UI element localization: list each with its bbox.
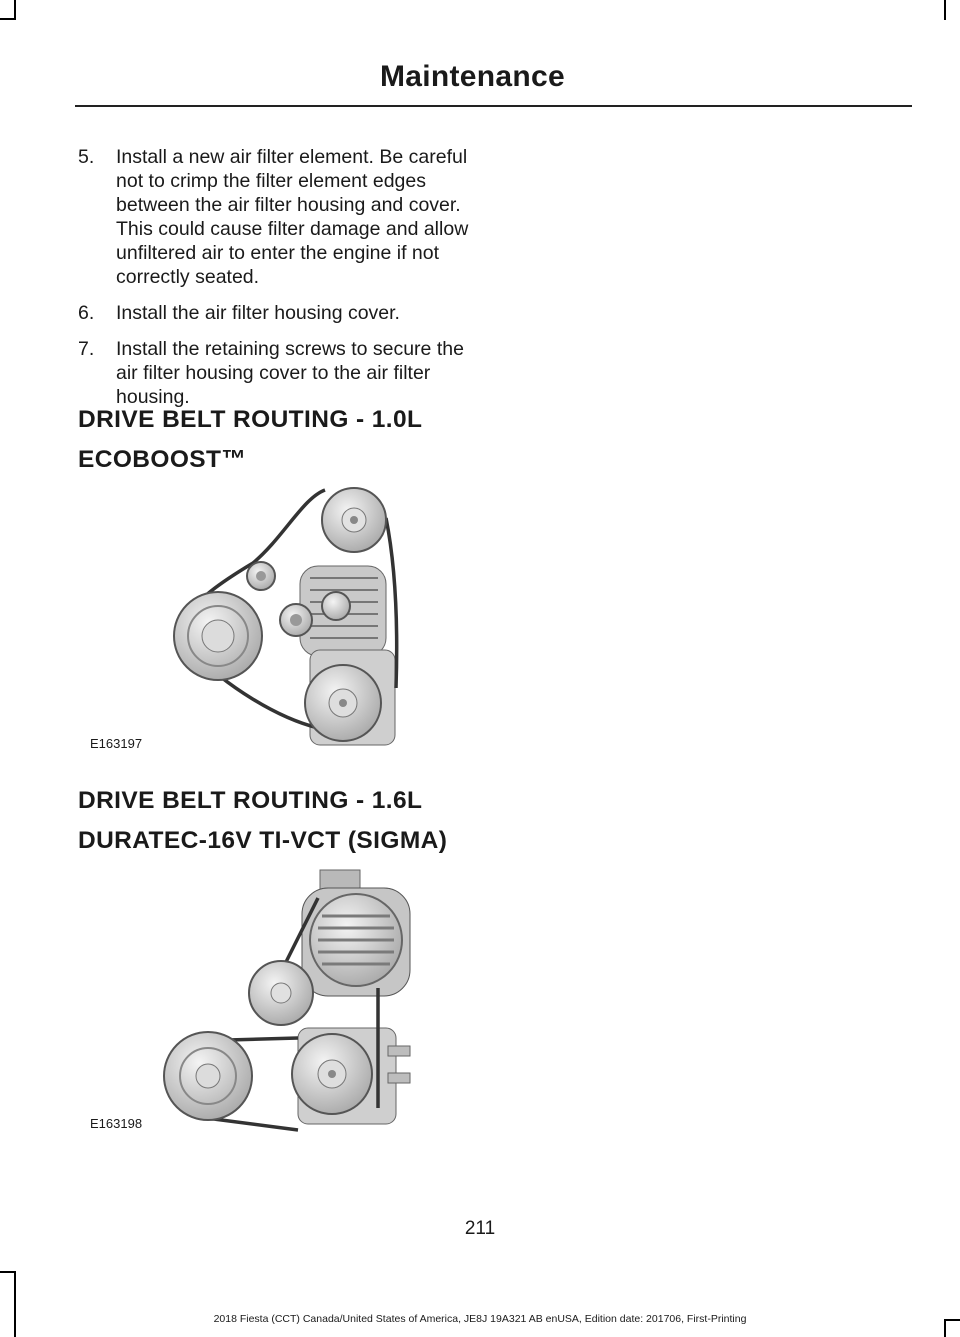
step-list xyxy=(78,145,478,421)
section-heading: DRIVE BELT ROUTING - 1.0L ECOBOOST™ xyxy=(78,406,423,473)
crop-mark xyxy=(944,0,946,20)
crop-mark xyxy=(14,1271,16,1337)
list-item: 7. Install the retaining screws to secure the air filter housing cover to the air filter housing. xyxy=(78,338,464,408)
belt-routing-diagram-1-0l xyxy=(78,478,478,750)
crop-mark xyxy=(0,1271,16,1273)
belt-routing-diagram-1-6l xyxy=(78,868,478,1136)
crop-mark xyxy=(14,0,16,20)
engine-pulley-illustration xyxy=(78,478,478,750)
header-divider xyxy=(75,105,912,107)
page-number: 211 xyxy=(464,1218,496,1239)
list-item: 5. Install a new air filter element. Be careful not to crimp the filter element edges between the air filter housing and cover. This could cause filter damage and allow unfiltered air to enter the engine if not correctly seated. xyxy=(78,146,469,288)
list-item: 6. Install the air filter housing cover. xyxy=(78,302,400,324)
page-title: Maintenance xyxy=(379,60,565,93)
section-heading: DRIVE BELT ROUTING - 1.6L DURATEC-16V TI-VCT (SIGMA) xyxy=(78,787,448,854)
engine-pulley-illustration xyxy=(78,868,478,1136)
edition-footer: 2018 Fiesta (CCT) Canada/United States of America, JE8J 19A321 AB enUSA, Edition date: 201706, First-Printing xyxy=(213,1313,747,1325)
figure-code: E163198 xyxy=(90,1116,143,1131)
crop-mark xyxy=(0,18,16,20)
figure-code: E163197 xyxy=(90,736,143,751)
